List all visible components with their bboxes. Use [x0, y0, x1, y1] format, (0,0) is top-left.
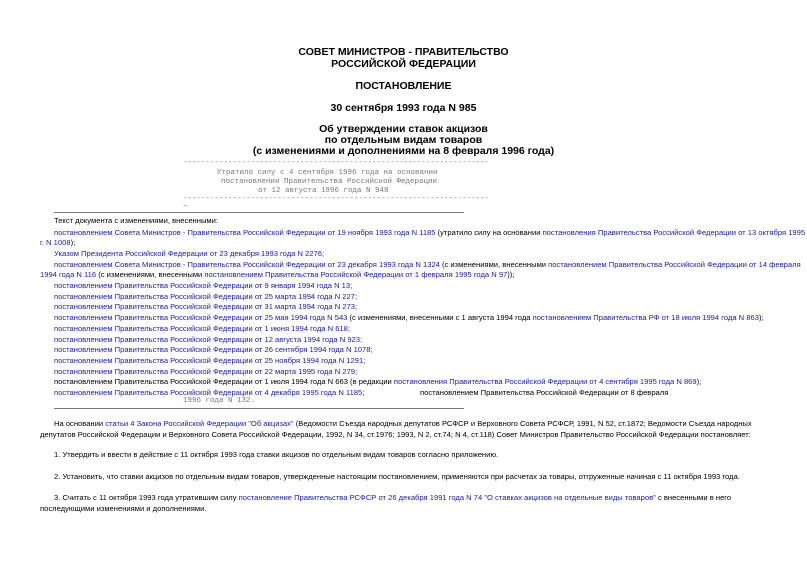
doc-date-number: 30 сентября 1993 года N 985	[330, 102, 477, 114]
amendment-item-7: постановлением Правительства Российской Федерации от 25 мая 1994 года N 543 (с изменениями, внесенными с 1 августа 1994 года постановлением Правительства РФ от 18 июля 1994 года N 863);	[54, 313, 764, 322]
amendment-item-9[interactable]: постановлением Правительства Российской Федерации от 12 августа 1994 года N 923;	[54, 335, 363, 344]
law-article-link[interactable]: статьи 4 Закона Российской Федерации "Об акцизах"	[105, 419, 294, 428]
amendment-item-6[interactable]: постановлением Правительства Российской Федерации от 31 марта 1994 года N 273;	[54, 302, 358, 311]
org-line-1: СОВЕТ МИНИСТРОВ - ПРАВИТЕЛЬСТВО	[298, 46, 509, 58]
amendment-item-15-cont: 1996 года N 132.	[183, 397, 256, 405]
amendment-link[interactable]: г. N 1008	[40, 238, 71, 247]
paragraph-basis: На основании статьи 4 Закона Российской Федерации "Об акцизах" (Ведомости Съезда народных депутатов РСФСР и Верховного Совета РСФСР, 1991, N 52, ст.1872; Ведомости Съезда народных депутатов Российской Федерации и Верховного Совета Российской Федерации, 1992, N 34, ст.1976; 1993, N 2, ст.74; N 4, ст.118) Совет Министров Правительство Российской Федерации постановляет:	[40, 419, 752, 439]
org-line-2: РОССИЙСКОЙ ФЕДЕРАЦИИ	[331, 58, 476, 70]
paragraph-2: 2. Установить, что ставки акцизов по отдельным видам товаров, утвержденные настоящим постановлением, применяются при расчетах за товары, отгруженные начиная с 11 октября 1993 года.	[54, 472, 740, 481]
doc-title-line-1: Об утверждении ставок акцизов	[319, 123, 488, 135]
amendment-item-1: постановлением Совета Министров - Правительства Российской Федерации от 19 ноября 1993 года N 1185 (утратило силу на основании постановления Правительства Российской Федерации от 13 октября 1995	[54, 228, 806, 237]
paragraph-1: 1. Утвердить и ввести в действие с 11 октября 1993 года ставки акцизов по отдельным видам товаров согласно приложению.	[54, 450, 499, 459]
amendment-item-5[interactable]: постановлением Правительства Российской Федерации от 25 марта 1994 года N 227;	[54, 292, 358, 301]
amendment-link[interactable]: 1994 года N 116	[40, 270, 97, 279]
amendment-item-11[interactable]: постановлением Правительства Российской Федерации от 25 ноября 1994 года N 1291;	[54, 356, 366, 365]
divider-top	[54, 212, 464, 213]
notice-dashes-top: --------------------------------------------------------------------	[183, 159, 490, 167]
amendment-item-10[interactable]: постановлением Правительства Российской Федерации от 26 сентября 1994 года N 1078;	[54, 345, 373, 354]
doc-title-line-3: (с изменениями и дополнениями на 8 февраля 1996 года)	[252, 145, 555, 157]
repealed-decree-link[interactable]: постановление Правительства РСФСР от 26 декабря 1991 года N 74 "О ставках акцизов на отдельные виды товаров"	[238, 493, 656, 502]
notice-line-2: постановления Правительства Российской Федерации	[221, 178, 438, 186]
amendment-link[interactable]: постановлением Правительства РФ от 18 июля 1994 года N 863	[532, 313, 759, 322]
notice-line-3: от 12 августа 1996 года N 948	[258, 187, 389, 195]
doc-type: ПОСТАНОВЛЕНИЕ	[355, 80, 452, 92]
amendment-item-14: постановлением Правительства Российской Федерации от 4 декабря 1995 года N 1185;	[54, 388, 365, 397]
amendment-link[interactable]: постановлением Совета Министров - Правительства Российской Федерации от 19 ноября 1993 года N 1185	[54, 228, 436, 237]
amendment-item-15: постановлением Правительства Российской Федерации от 8 февраля	[420, 388, 669, 397]
amendment-link[interactable]: постановления Правительства Российской Федерации от 13 октября 1995	[542, 228, 806, 237]
divider-bottom	[54, 408, 464, 409]
amendment-item-4[interactable]: постановлением Правительства Российской Федерации от 9 января 1994 года N 13;	[54, 281, 353, 290]
amendment-link[interactable]: постановлением Правительства Российской Федерации от 25 мая 1994 года N 543	[54, 313, 348, 322]
amendment-item-3: постановлением Совета Министров - Правительства Российской Федерации от 23 декабря 1993 года N 1324 (с изменениями, внесенными постановлением Правительства Российской Федерации от 14 февраля	[54, 260, 801, 269]
amendment-item-13: постановлением Правительства Российской Федерации от 1 июля 1994 года N 663 (в редакции постановления Правительства Российской Федерации от 4 сентября 1995 года N 869);	[54, 377, 702, 386]
amendment-link[interactable]: постановлением Правительства Российской Федерации от 14 февраля	[548, 260, 801, 269]
notice-tilde: ~	[183, 203, 188, 211]
amendment-item-2[interactable]: Указом Президента Российской Федерации от 23 декабря 1993 года N 2276;	[54, 249, 325, 258]
amendment-item-12[interactable]: постановлением Правительства Российской Федерации от 22 марта 1995 года N 279;	[54, 367, 358, 376]
amendment-item-8[interactable]: постановлением Правительства Российской Федерации от 1 июня 1994 года N 618;	[54, 324, 350, 333]
amendment-link[interactable]: постановлением Совета Министров - Правительства Российской Федерации от 23 декабря 1993 года N 1324	[54, 260, 440, 269]
amendment-link[interactable]: постановления Правительства Российской Федерации от 4 сентября 1995 года N 869	[393, 377, 697, 386]
doc-title-line-2: по отдельным видам товаров	[324, 134, 483, 146]
amendment-item-3-cont: 1994 года N 116 (с изменениями, внесенными постановлением Правительства Российской Федерации от 1 февраля 1995 года N 97));	[40, 270, 515, 279]
notice-dashes-bottom: --------------------------------------------------------------------	[183, 195, 490, 203]
notice-line-1: Утратило силу с 4 сентября 1996 года на основании	[217, 169, 438, 177]
amendment-item-1-cont: г. N 1008);	[40, 238, 76, 247]
paragraph-3: 3. Считать с 11 октября 1993 года утратившим силу постановление Правительства РСФСР от 26 декабря 1991 года N 74 "О ставках акцизов на отдельные виды товаров" с внесенными в него последующими изменениями и дополнениями.	[40, 493, 732, 513]
amendment-link[interactable]: постановлением Правительства Российской Федерации от 4 декабря 1995 года N 1185	[54, 388, 363, 397]
amendments-intro: Текст документа с изменениями, внесенными:	[54, 216, 218, 225]
amendment-link[interactable]: постановлением Правительства Российской Федерации от 1 февраля 1995 года N 97	[204, 270, 508, 279]
